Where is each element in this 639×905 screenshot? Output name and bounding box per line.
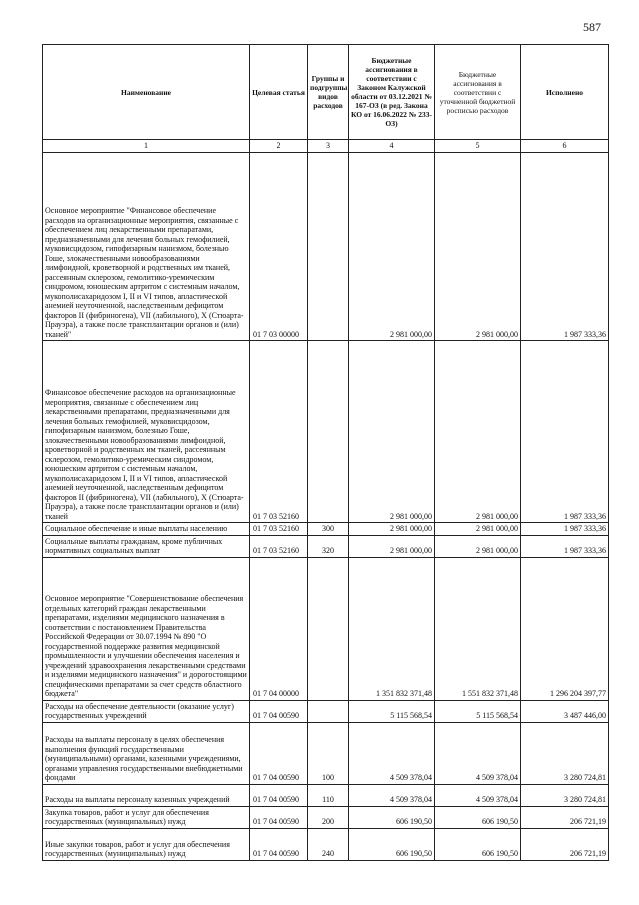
header-refined-allocations: Бюджетные ассигнования в соответствии с уточненной бюджетной росписью расходов [435,45,521,140]
row-target-code: 01 7 04 00590 [250,722,308,784]
column-number: 4 [349,140,435,153]
row-group [308,557,349,700]
table-row [43,535,609,557]
row-group [308,153,349,341]
row-group: 200 [308,806,349,828]
row-law-value: 606 190,50 [349,828,435,860]
row-target-code: 01 7 04 00590 [250,806,308,828]
row-group: 240 [308,828,349,860]
row-law-value: 1 351 832 371,48 [349,557,435,700]
header-row [43,45,609,140]
row-executed-value: 1 987 333,36 [521,153,609,341]
row-target-code: 01 7 04 00590 [250,784,308,806]
column-number: 3 [308,140,349,153]
row-executed-value: 206 721,19 [521,828,609,860]
page-number: 587 [583,20,601,34]
row-group [308,700,349,722]
row-group: 110 [308,784,349,806]
row-executed-value: 1 987 333,36 [521,535,609,557]
row-refined-value: 2 981 000,00 [435,523,521,536]
row-executed-value: 3 280 724,81 [521,784,609,806]
row-executed-value: 3 487 446,00 [521,700,609,722]
row-group [308,341,349,523]
header-target-article: Целевая статья [250,45,308,140]
row-name: Социальные выплаты гражданам, кроме публичных нормативных социальных выплат [43,535,250,557]
row-executed-value: 3 280 724,81 [521,722,609,784]
table-row [43,722,609,784]
row-law-value: 2 981 000,00 [349,341,435,523]
row-target-code: 01 7 03 00000 [250,153,308,341]
row-name: Расходы на обеспечение деятельности (оказание услуг) государственных учреждений [43,700,250,722]
row-target-code: 01 7 04 00590 [250,828,308,860]
table-row [43,523,609,536]
table-row [43,557,609,700]
row-law-value: 2 981 000,00 [349,523,435,536]
column-number-row [43,140,609,153]
row-law-value: 2 981 000,00 [349,535,435,557]
row-refined-value: 2 981 000,00 [435,341,521,523]
table-row [43,341,609,523]
row-refined-value: 4 509 378,04 [435,784,521,806]
column-number: 6 [521,140,609,153]
column-number: 2 [250,140,308,153]
row-law-value: 606 190,50 [349,806,435,828]
row-name: Расходы на выплаты персоналу в целях обеспечения выполнения функций государственными (муниципальными) органами, казенными учреждениями, органами управления государственными внебюджетными фондами [43,722,250,784]
header-law-allocations: Бюджетные ассигнования в соответствии с Законом Калужской области от 03.12.2021 № 167-ОЗ (в ред. Закона КО от 16.06.2022 № 233-ОЗ) [349,45,435,140]
row-refined-value: 1 551 832 371,48 [435,557,521,700]
column-number: 1 [43,140,250,153]
row-target-code: 01 7 03 52160 [250,535,308,557]
table-row [43,828,609,860]
row-law-value: 4 509 378,04 [349,722,435,784]
row-group: 100 [308,722,349,784]
row-target-code: 01 7 03 52160 [250,341,308,523]
row-name: Иные закупки товаров, работ и услуг для обеспечения государственных (муниципальных) нужд [43,828,250,860]
header-executed: Исполнено [521,45,609,140]
row-law-value: 2 981 000,00 [349,153,435,341]
row-refined-value: 606 190,50 [435,806,521,828]
row-executed-value: 1 296 204 397,77 [521,557,609,700]
table-row [43,806,609,828]
row-executed-value: 1 987 333,36 [521,341,609,523]
row-target-code: 01 7 03 52160 [250,523,308,536]
row-executed-value: 1 987 333,36 [521,523,609,536]
row-refined-value: 2 981 000,00 [435,153,521,341]
table-row [43,700,609,722]
row-executed-value: 206 721,19 [521,806,609,828]
row-name: Основное мероприятие "Финансовое обеспечение расходов на организационные мероприятия, связанные с обеспечением лиц лекарственными препаратами, предназначенными для лечения больных гемофилией, муковисцидозом, гипофизарным нанизмом, болезнью Гоше, злокачественными новообразованиями лимфоидной, кроветворной и родственных им тканей, рассеянным склерозом, гемолитико-уремическим синдромом, юношеским артритом с системным началом, мукополисахаридозом I, II и VI типов, апластической анемией неуточненной, наследственным дефицитом факторов II (фибриногена), VII (лабильного), X (Стюарта-Прауэра), а также после трансплантации органов и (или) тканей" [43,153,250,341]
row-refined-value: 2 981 000,00 [435,535,521,557]
table-row [43,784,609,806]
header-expense-groups: Группы и подгруппы видов расходов [308,45,349,140]
row-target-code: 01 7 04 00000 [250,557,308,700]
budget-table [42,44,609,861]
row-law-value: 5 115 568,54 [349,700,435,722]
row-refined-value: 606 190,50 [435,828,521,860]
row-name: Расходы на выплаты персоналу казенных учреждений [43,784,250,806]
row-name: Основное мероприятие "Совершенствование обеспечения отдельных категорий граждан лекарственными препаратами, изделиями медицинского назначения в соответствии с постановлением Правительства Российской Федерации от 30.07.1994 № 890 "О государственной поддержке развития медицинской промышленности и улучшении обеспечения населения и учреждений здравоохранения лекарственными средствами и изделиями медицинского назначения" и дорогостоящими специфическими препаратами за счет средств областного бюджета" [43,557,250,700]
row-name: Финансовое обеспечение расходов на организационные мероприятия, связанные с обеспечением лиц лекарственными препаратами, предназначенными для лечения больных гемофилией, муковисцидозом, гипофизарным нанизмом, болезнью Гоше, злокачественными новообразованиями лимфоидной, кроветворной и родственных им тканей, рассеянным склерозом, гемолитико-уремическим синдромом, юношеским артритом с системным началом, мукополисахаридозом I, II и VI типов, апластической анемией неуточненной, наследственным дефицитом факторов II (фибриногена), VII (лабильного), X (Стюарта-Прауэра), а также после трансплантации органов и (или) тканей [43,341,250,523]
row-law-value: 4 509 378,04 [349,784,435,806]
row-group: 300 [308,523,349,536]
row-name: Социальное обеспечение и иные выплаты населению [43,523,250,536]
row-refined-value: 5 115 568,54 [435,700,521,722]
row-target-code: 01 7 04 00590 [250,700,308,722]
column-number: 5 [435,140,521,153]
row-name: Закупка товаров, работ и услуг для обеспечения государственных (муниципальных) нужд [43,806,250,828]
row-group: 320 [308,535,349,557]
header-name: Наименование [43,45,250,140]
row-refined-value: 4 509 378,04 [435,722,521,784]
table-row [43,153,609,341]
